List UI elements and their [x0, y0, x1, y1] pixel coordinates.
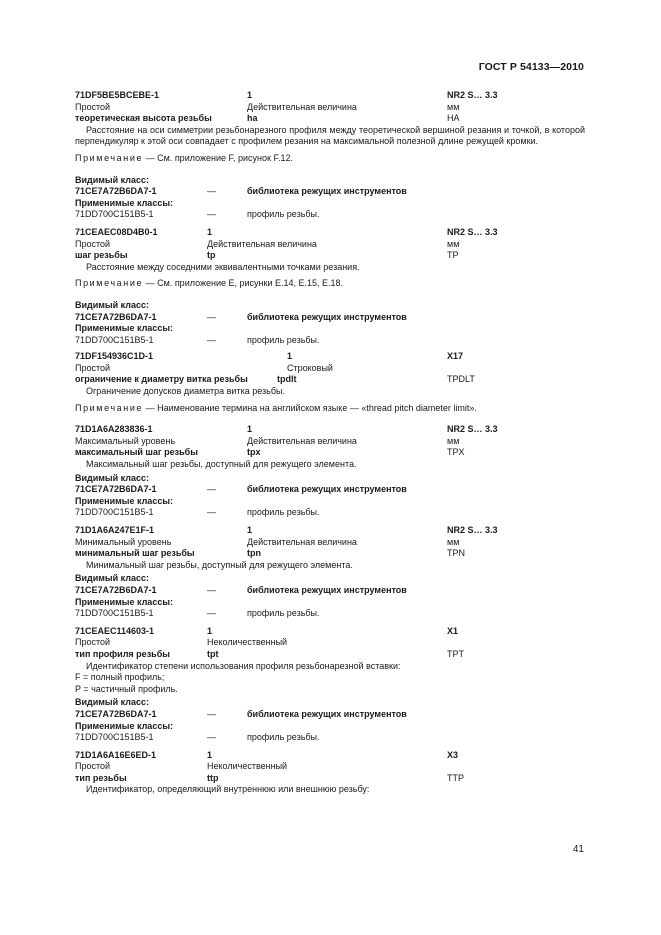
- applicable-class-row: [75, 335, 585, 347]
- visible-class-dash: —: [207, 484, 216, 495]
- entry-id-row: [75, 525, 585, 537]
- visible-class-name: библиотека режущих инструментов: [247, 584, 407, 595]
- class-section: [75, 573, 585, 619]
- entry-name-row: [75, 548, 585, 560]
- property-symbol: ha: [247, 113, 258, 124]
- property-entry: [75, 424, 585, 519]
- property-id: 71CEAEC08D4B0-1: [75, 226, 158, 237]
- property-name: шаг резьбы: [75, 250, 128, 261]
- property-id: 71CEAEC114603-1: [75, 625, 155, 636]
- visible-class-name: библиотека режущих инструментов: [247, 708, 407, 719]
- entry-type-row: [75, 537, 585, 549]
- document-header: ГОСТ Р 54133—2010: [478, 61, 584, 73]
- applicable-class-dash: —: [207, 209, 216, 220]
- note-dash: —: [145, 278, 155, 289]
- visible-class-row: [75, 709, 585, 721]
- property-code: NR2 S… 3.3: [447, 424, 498, 435]
- visible-class-dash: —: [207, 186, 216, 197]
- note-dash: —: [145, 402, 155, 413]
- visible-class-name: библиотека режущих инструментов: [247, 186, 407, 197]
- property-code: NR2 S… 3.3: [447, 226, 498, 237]
- entry-name-row: [75, 113, 585, 125]
- visible-class-dash: —: [207, 708, 216, 719]
- property-value-type: Действительная величина: [247, 101, 357, 112]
- applicable-class-dash: —: [207, 732, 216, 743]
- property-entry: [75, 351, 585, 414]
- applicable-class-row: [75, 732, 585, 744]
- property-symbol: tpx: [247, 447, 261, 458]
- property-unit: мм: [447, 435, 460, 446]
- property-short-name: TPT: [447, 648, 464, 659]
- applicable-class-name: профиль резьбы.: [247, 507, 320, 518]
- entry-name-row: [75, 374, 585, 386]
- property-short-name: TP: [447, 250, 459, 261]
- entry-type-row: [75, 239, 585, 251]
- entry-name-row: [75, 447, 585, 459]
- applicable-class-id: 71DD700C151B5-1: [75, 334, 154, 345]
- entry-type-row: [75, 761, 585, 773]
- property-id: 71D1A6A283836-1: [75, 424, 153, 435]
- property-value-type: Действительная величина: [247, 536, 357, 547]
- property-id: 71DF5BE5BCEBE-1: [75, 90, 160, 100]
- property-value-type: Действительная величина: [247, 435, 357, 446]
- property-unit: мм: [447, 101, 460, 112]
- applicable-class-id: 71DD700C151B5-1: [75, 608, 154, 619]
- entry-id-row: [75, 626, 585, 638]
- property-version: 1: [207, 749, 213, 760]
- property-code: X3: [447, 749, 459, 760]
- applicable-class-name: профиль резьбы.: [247, 334, 320, 345]
- note-text: Наименование термина на английском языке — «thread pitch diameter limit».: [157, 402, 477, 413]
- visible-class-row: [75, 484, 585, 496]
- property-definition: F = полный профиль;: [75, 672, 165, 683]
- entry-id-row: [75, 90, 585, 102]
- note-text: См. приложение F, рисунок F.12.: [157, 152, 293, 163]
- applicable-class-id: 71DD700C151B5-1: [75, 209, 154, 220]
- visible-class-row: [75, 312, 585, 324]
- visible-class-id: 71CE7A72B6DA7-1: [75, 311, 157, 322]
- property-value-type: Действительная величина: [207, 238, 317, 249]
- property-name: минимальный шаг резьбы: [75, 548, 195, 559]
- visible-class-label: Видимый класс:: [75, 697, 149, 708]
- property-code: NR2 S… 3.3: [447, 90, 498, 100]
- property-level: Максимальный уровень: [75, 435, 176, 446]
- property-id: 71DF154936C1D-1: [75, 351, 154, 362]
- property-code: NR2 S… 3.3: [447, 525, 498, 535]
- entry-id-row: [75, 227, 585, 239]
- visible-class-name: библиотека режущих инструментов: [247, 484, 407, 495]
- visible-class-label: Видимый класс:: [75, 299, 149, 310]
- property-symbol: tpdlt: [277, 374, 297, 385]
- note: [75, 278, 585, 290]
- property-entry: [75, 525, 585, 620]
- note: [75, 153, 585, 165]
- property-level: Простой: [75, 362, 111, 373]
- property-short-name: TTP: [447, 772, 464, 783]
- class-section: [75, 175, 585, 221]
- property-level: Простой: [75, 238, 111, 249]
- applicable-class-row: [75, 608, 585, 620]
- property-entry: [75, 227, 585, 346]
- property-definition: Расстояние между соседними эквивалентными точками резания.: [86, 261, 360, 272]
- property-short-name: TPDLT: [447, 374, 475, 385]
- property-version: 1: [207, 226, 213, 237]
- visible-class-id: 71CE7A72B6DA7-1: [75, 186, 157, 197]
- property-definition: Идентификатор степени использования профиля резьбонарезной вставки:: [86, 660, 401, 671]
- applicable-class-id: 71DD700C151B5-1: [75, 507, 154, 518]
- property-unit: мм: [447, 238, 460, 249]
- entry-type-row: [75, 436, 585, 448]
- property-version: 1: [247, 424, 253, 435]
- applicable-class-dash: —: [207, 334, 216, 345]
- entry-id-row: [75, 424, 585, 436]
- note: [75, 403, 585, 415]
- note-text: См. приложение E, рисунки E.14, E.15, E.18.: [157, 278, 344, 289]
- property-name: ограничение к диаметру витка резьбы: [75, 374, 248, 385]
- property-definition: Минимальный шаг резьбы, доступный для режущего элемента.: [86, 559, 353, 570]
- property-definition: Максимальный шаг резьбы, доступный для режущего элемента.: [86, 459, 357, 470]
- property-short-name: TPX: [447, 447, 465, 458]
- applicable-classes-label: Применимые классы:: [75, 596, 174, 607]
- document-body: [75, 90, 585, 801]
- property-symbol: tpn: [247, 548, 261, 559]
- property-symbol: tp: [207, 250, 216, 261]
- property-code: X17: [447, 351, 464, 362]
- note-label: Примечание: [75, 278, 144, 289]
- property-value-type: Неколичественный: [207, 761, 288, 772]
- visible-class-name: библиотека режущих инструментов: [247, 311, 407, 322]
- property-name: тип профиля резьбы: [75, 648, 170, 659]
- property-id: 71D1A6A247E1F-1: [75, 525, 155, 535]
- property-short-name: HA: [447, 113, 460, 124]
- entry-name-row: [75, 773, 585, 785]
- property-unit: мм: [447, 536, 460, 547]
- applicable-class-row: [75, 507, 585, 519]
- entry-name-row: [75, 250, 585, 262]
- visible-class-dash: —: [207, 584, 216, 595]
- note-label: Примечание: [75, 152, 144, 163]
- property-level: Минимальный уровень: [75, 536, 172, 547]
- entry-type-row: [75, 637, 585, 649]
- property-short-name: TPN: [447, 548, 465, 559]
- applicable-class-name: профиль резьбы.: [247, 608, 320, 619]
- entry-type-row: [75, 363, 585, 375]
- applicable-class-name: профиль резьбы.: [247, 209, 320, 220]
- note-label: Примечание: [75, 402, 144, 413]
- property-level: Простой: [75, 761, 111, 772]
- visible-class-id: 71CE7A72B6DA7-1: [75, 484, 157, 495]
- property-version: 1: [207, 625, 213, 636]
- entry-name-row: [75, 649, 585, 661]
- visible-class-id: 71CE7A72B6DA7-1: [75, 708, 157, 719]
- property-symbol: tpt: [207, 648, 219, 659]
- property-level: Простой: [75, 101, 111, 112]
- applicable-classes-label: Применимые классы:: [75, 197, 174, 208]
- property-name: максимальный шаг резьбы: [75, 447, 198, 458]
- property-entry: [75, 626, 585, 744]
- property-entry: [75, 750, 585, 796]
- visible-class-row: [75, 186, 585, 198]
- property-version: 1: [287, 351, 293, 362]
- property-value-type: Неколичественный: [207, 637, 288, 648]
- class-section: [75, 697, 585, 743]
- visible-class-label: Видимый класс:: [75, 573, 149, 584]
- property-entry: [75, 90, 585, 221]
- note-dash: —: [145, 152, 155, 163]
- class-section: [75, 300, 585, 346]
- property-definition: Ограничение допусков диаметра витка резьбы.: [86, 386, 285, 397]
- property-version: 1: [247, 525, 253, 535]
- visible-class-row: [75, 585, 585, 597]
- applicable-class-id: 71DD700C151B5-1: [75, 732, 154, 743]
- property-symbol: ttp: [207, 772, 219, 783]
- applicable-class-name: профиль резьбы.: [247, 732, 320, 743]
- property-definition: Идентификатор, определяющий внутреннюю или внешнюю резьбу:: [86, 784, 370, 795]
- applicable-classes-label: Применимые классы:: [75, 720, 174, 731]
- visible-class-label: Видимый класс:: [75, 174, 149, 185]
- applicable-class-dash: —: [207, 608, 216, 619]
- visible-class-label: Видимый класс:: [75, 472, 149, 483]
- entry-id-row: [75, 351, 585, 363]
- page-number: 41: [572, 844, 584, 855]
- applicable-class-row: [75, 209, 585, 221]
- visible-class-id: 71CE7A72B6DA7-1: [75, 584, 157, 595]
- property-version: 1: [247, 90, 253, 100]
- property-id: 71D1A6A16E6ED-1: [75, 749, 157, 760]
- entry-type-row: [75, 102, 585, 114]
- entry-id-row: [75, 750, 585, 762]
- property-definition: P = частичный профиль.: [75, 683, 178, 694]
- class-section: [75, 473, 585, 519]
- property-name: тип резьбы: [75, 772, 127, 783]
- applicable-classes-label: Применимые классы:: [75, 323, 174, 334]
- property-code: X1: [447, 625, 459, 636]
- property-name: теоретическая высота резьбы: [75, 113, 212, 124]
- property-value-type: Строковый: [287, 362, 333, 373]
- applicable-class-dash: —: [207, 507, 216, 518]
- property-definition: Расстояние на оси симметрии резьбонарезного профиля между теоретической вершиной резания и точкой, в которой перпендикуляр к этой оси совпадает с профилем резания на максимальной полезной длине режущей кромки.: [75, 124, 585, 147]
- applicable-classes-label: Применимые классы:: [75, 495, 174, 506]
- property-level: Простой: [75, 637, 111, 648]
- visible-class-dash: —: [207, 311, 216, 322]
